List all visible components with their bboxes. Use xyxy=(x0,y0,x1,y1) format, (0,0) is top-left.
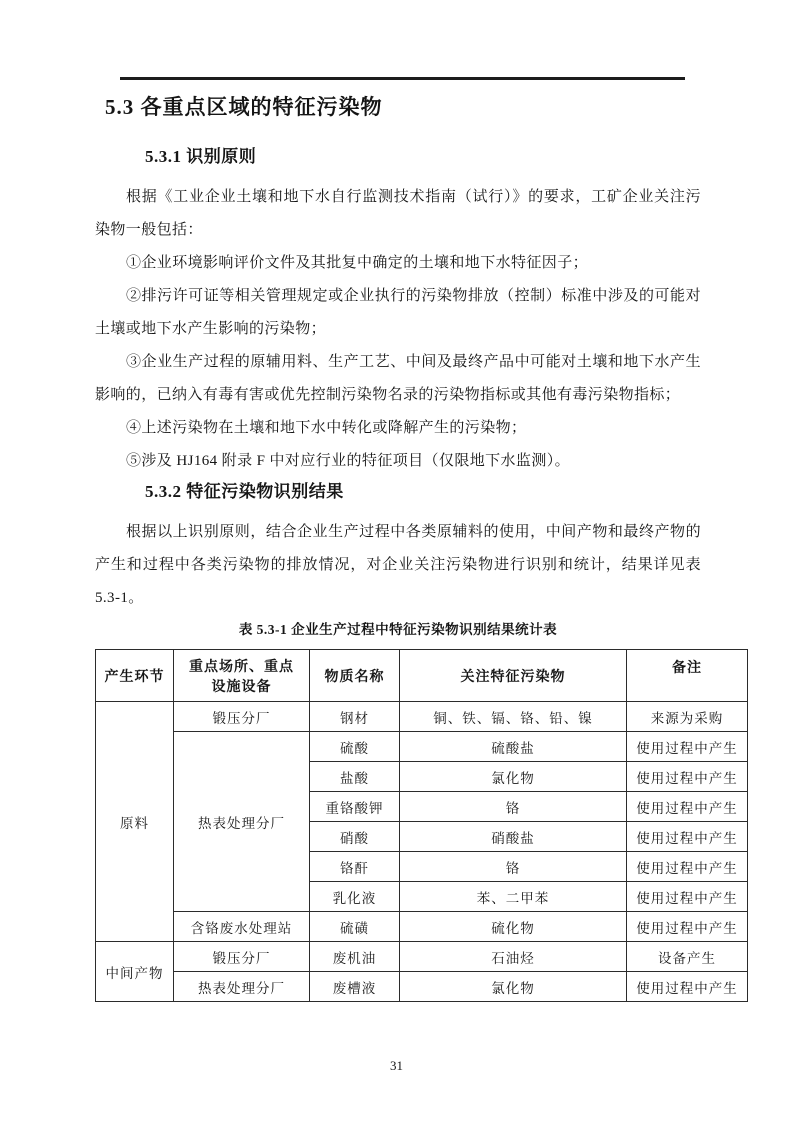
cell-location: 锻压分厂 xyxy=(174,702,310,732)
paragraph-item-3: ③企业生产过程的原辅用料、生产工艺、中间及最终产品中可能对土壤和地下水产生影响的，已纳入有毒有害或优先控制污染物名录的污染物指标或其他有毒污染物指标； xyxy=(95,354,701,403)
cell-substance: 钢材 xyxy=(310,702,400,732)
cell-pollutants: 铬 xyxy=(400,792,627,822)
pollutant-table xyxy=(95,649,748,1002)
header-cell-location: 重点场所、重点设施设备 xyxy=(174,650,310,702)
cell-substance: 铬酐 xyxy=(310,852,400,882)
paragraph-item-4: ④上述污染物在土壤和地下水中转化或降解产生的污染物； xyxy=(126,420,527,436)
cell-remark: 使用过程中产生 xyxy=(627,792,748,822)
cell-pollutants: 石油烃 xyxy=(400,942,627,972)
cell-substance: 乳化液 xyxy=(310,882,400,912)
cell-pollutants: 硫化物 xyxy=(400,912,627,942)
cell-pollutants: 氯化物 xyxy=(400,972,627,1002)
cell-pollutants: 氯化物 xyxy=(400,762,627,792)
cell-remark: 使用过程中产生 xyxy=(627,822,748,852)
cell-remark: 使用过程中产生 xyxy=(627,762,748,792)
cell-remark: 使用过程中产生 xyxy=(627,732,748,762)
cell-remark: 使用过程中产生 xyxy=(627,852,748,882)
cell-pollutants: 硝酸盐 xyxy=(400,822,627,852)
header-cell-remark: 备注 xyxy=(627,650,748,702)
subsection-title-531: 5.3.1 识别原则 xyxy=(145,147,257,166)
cell-substance: 硫磺 xyxy=(310,912,400,942)
table-row xyxy=(96,912,748,942)
paragraph-item-1: ①企业环境影响评价文件及其批复中确定的土壤和地下水特征因子； xyxy=(126,255,589,271)
header-rule xyxy=(120,77,685,80)
cell-pollutants: 硫酸盐 xyxy=(400,732,627,762)
cell-substance: 重铬酸钾 xyxy=(310,792,400,822)
table-header-row xyxy=(96,650,748,702)
table-row xyxy=(96,732,748,762)
cell-pollutants: 铬 xyxy=(400,852,627,882)
page-number: 31 xyxy=(390,1058,403,1073)
paragraph-item-5: ⑤涉及 HJ164 附录 F 中对应行业的特征项目（仅限地下水监测）。 xyxy=(126,453,571,469)
cell-location: 含铬废水处理站 xyxy=(174,912,310,942)
cell-location: 热表处理分厂 xyxy=(174,732,310,912)
page-content xyxy=(95,94,738,1002)
cell-location: 锻压分厂 xyxy=(174,942,310,972)
cell-substance: 硫酸 xyxy=(310,732,400,762)
header-cell-substance: 物质名称 xyxy=(310,650,400,702)
paragraph-results: 根据以上识别原则，结合企业生产过程中各类原辅料的使用，中间产物和最终产物的产生和过程中各类污染物的排放情况，对企业关注污染物进行识别和统计，结果详见表 5.3-1。 xyxy=(95,524,701,606)
cell-remark: 来源为采购 xyxy=(627,702,748,732)
cell-pollutants: 苯、二甲苯 xyxy=(400,882,627,912)
cell-stage: 原料 xyxy=(96,702,174,942)
table-row xyxy=(96,702,748,732)
table-caption: 表 5.3-1 企业生产过程中特征污染物识别结果统计表 xyxy=(238,622,558,637)
cell-substance: 盐酸 xyxy=(310,762,400,792)
cell-remark: 设备产生 xyxy=(627,942,748,972)
table-row xyxy=(96,972,748,1002)
table-row xyxy=(96,942,748,972)
cell-substance: 废槽液 xyxy=(310,972,400,1002)
cell-stage: 中间产物 xyxy=(96,942,174,1002)
paragraph-intro: 根据《工业企业土壤和地下水自行监测技术指南（试行）》的要求，工矿企业关注污染物一般包括： xyxy=(95,189,701,238)
cell-remark: 使用过程中产生 xyxy=(627,882,748,912)
header-cell-stage: 产生环节 xyxy=(96,650,174,702)
subsection-title-532: 5.3.2 特征污染物识别结果 xyxy=(145,482,344,501)
cell-pollutants: 铜、铁、镉、铬、铅、镍 xyxy=(400,702,627,732)
cell-remark: 使用过程中产生 xyxy=(627,972,748,1002)
header-cell-pollutants: 关注特征污染物 xyxy=(400,650,627,702)
cell-remark: 使用过程中产生 xyxy=(627,912,748,942)
paragraph-item-2: ②排污许可证等相关管理规定或企业执行的污染物排放（控制）标准中涉及的可能对土壤或地下水产生影响的污染物； xyxy=(95,288,701,337)
section-title: 5.3 各重点区域的特征污染物 xyxy=(105,95,383,119)
cell-substance: 废机油 xyxy=(310,942,400,972)
cell-location: 热表处理分厂 xyxy=(174,972,310,1002)
cell-substance: 硝酸 xyxy=(310,822,400,852)
